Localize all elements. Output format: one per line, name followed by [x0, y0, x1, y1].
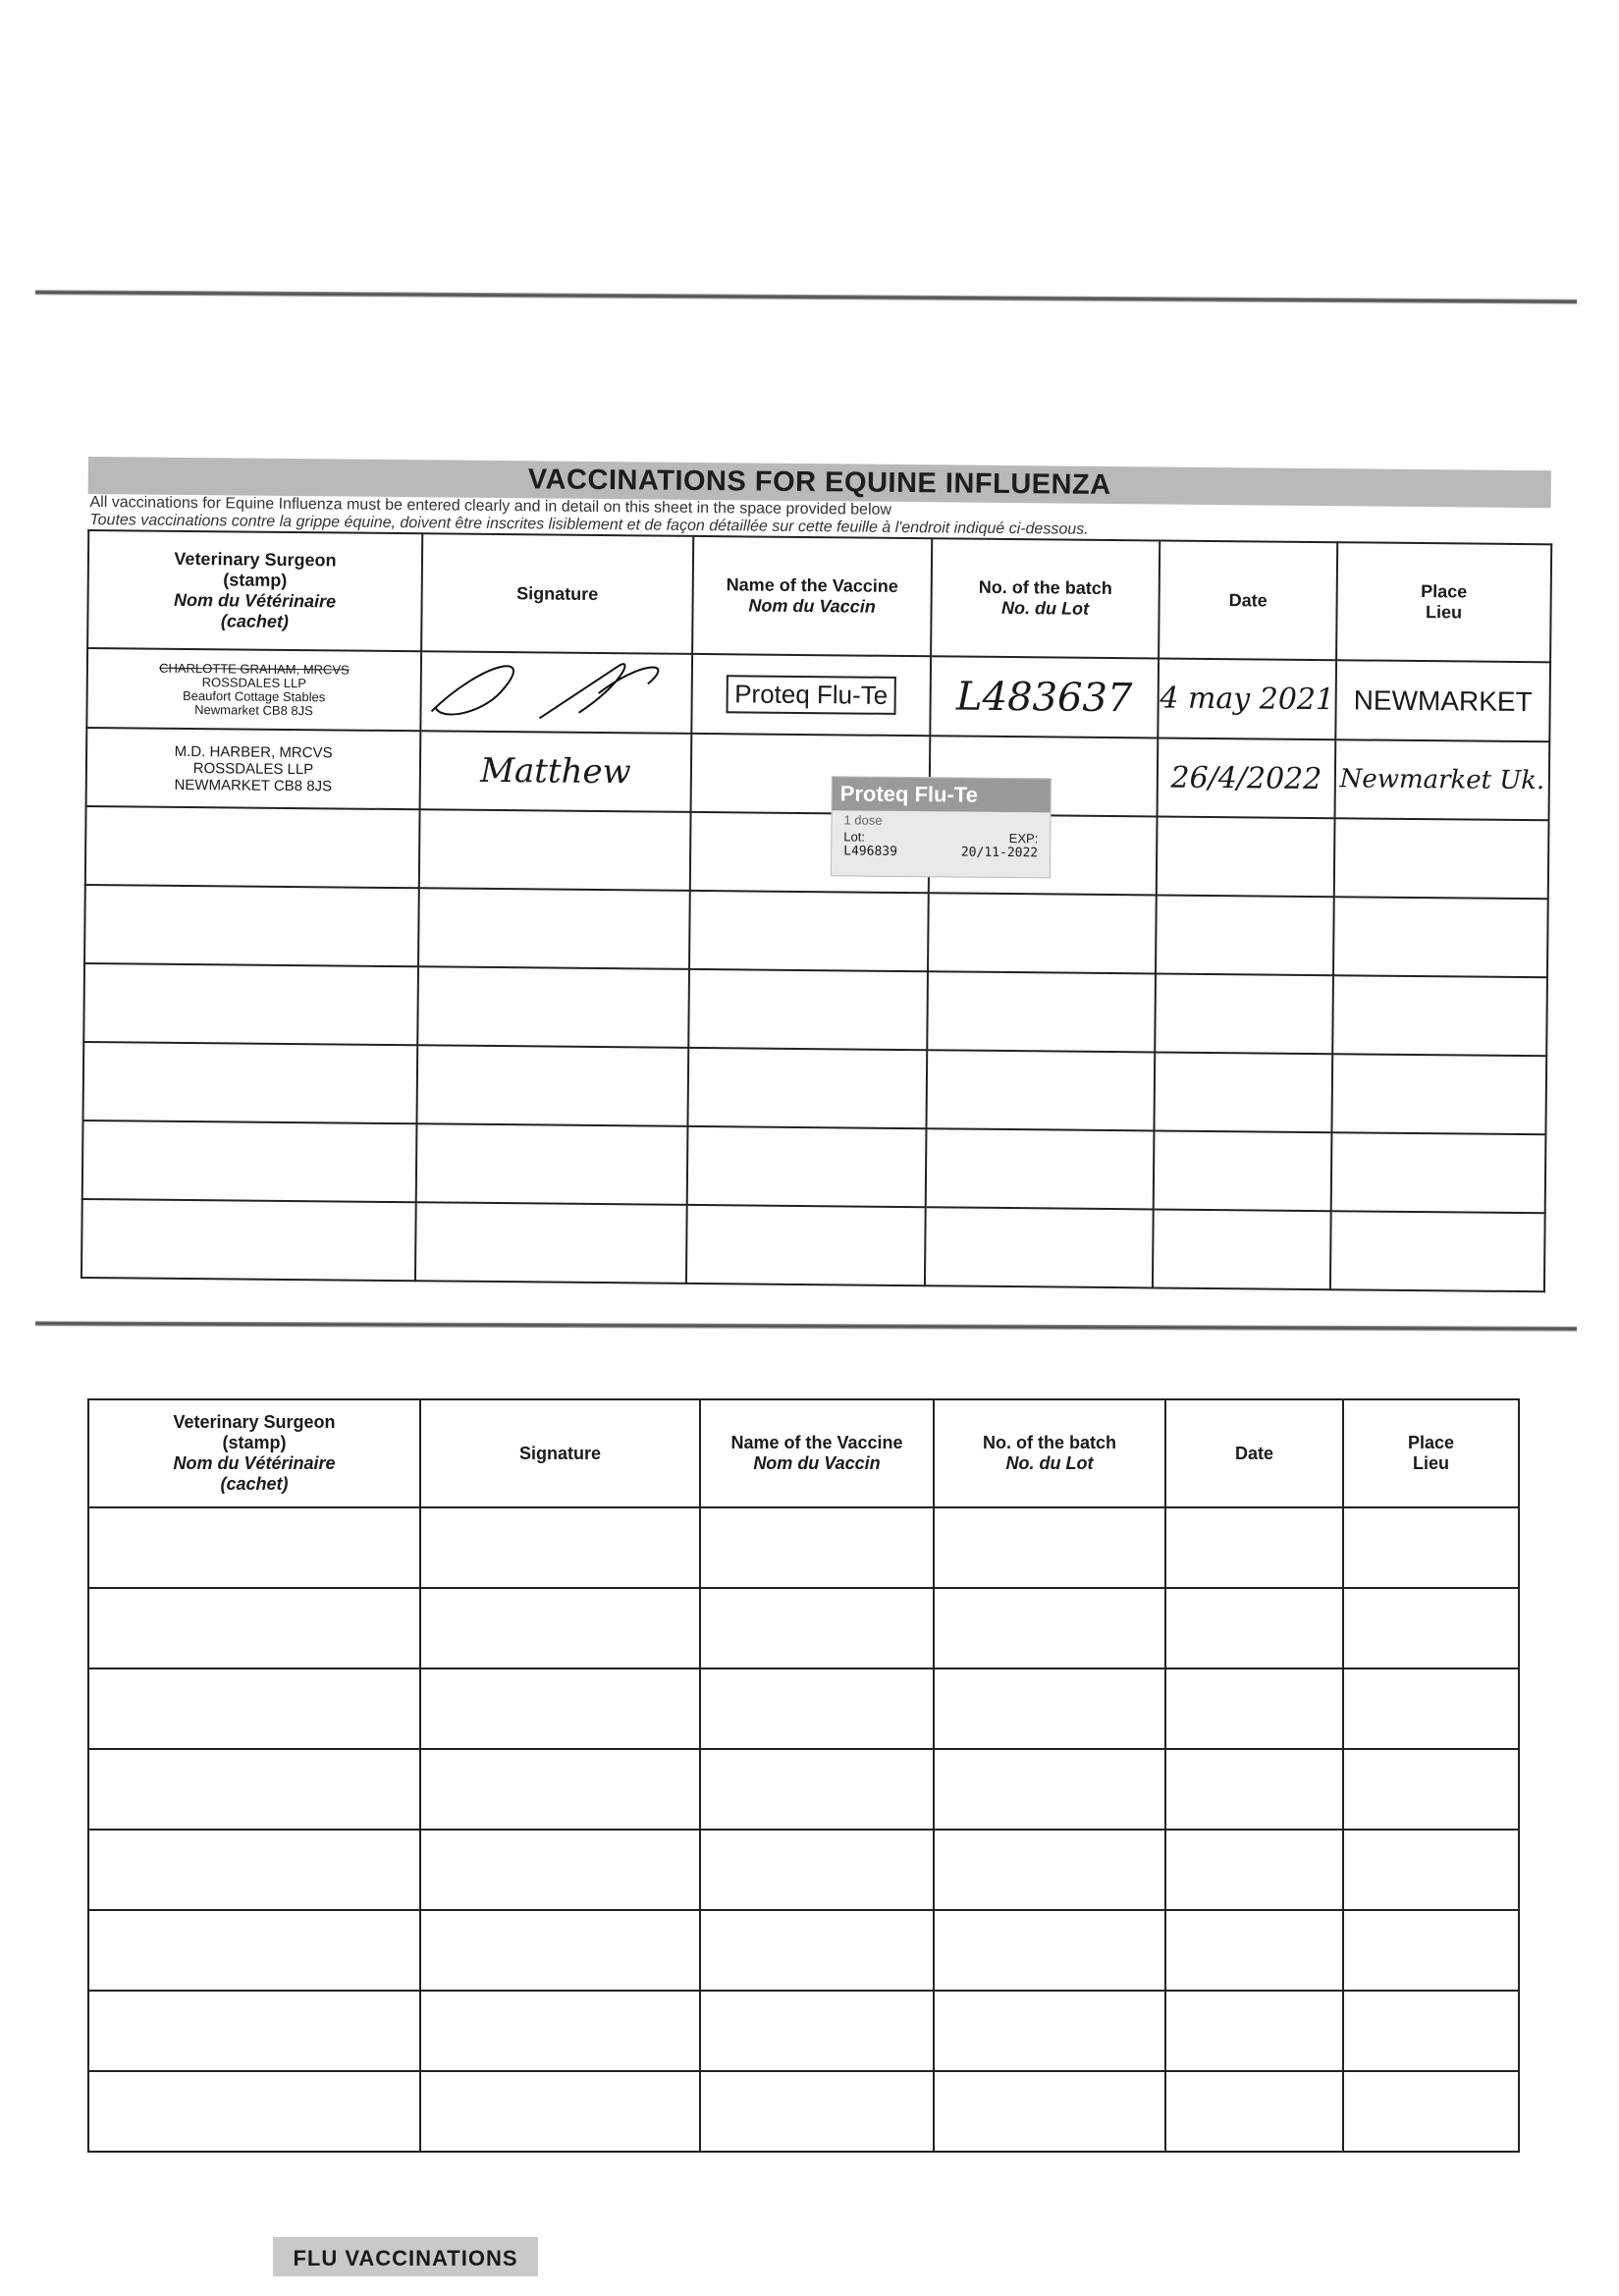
vaccine-batch-sticker: [831, 776, 1052, 878]
table-row: [86, 648, 1550, 741]
vet-stamp: M.D. HARBER, MRCVS ROSSDALES LLP NEWMARKET CB8 8JS: [174, 742, 333, 794]
header-vaccine: Name of the Vaccine Nom du Vaccin: [692, 536, 932, 656]
table-row: [86, 728, 1550, 820]
batch-number: L483637: [930, 656, 1159, 738]
vaccination-date: 26/4/2022: [1158, 738, 1336, 818]
scan-line-top: [35, 290, 1577, 304]
intro-english: All vaccinations for Equine Influenza must be entered clearly and in detail on this sheet in the space provided below: [89, 494, 892, 519]
page-title: VACCINATIONS FOR EQUINE INFLUENZA: [88, 457, 1551, 508]
sticker-dose: 1 dose: [843, 812, 883, 828]
header-vet: Veterinary Surgeon (stamp) Nom du Vétérinaire (cachet): [87, 530, 422, 651]
vet-stamp: CHARLOTTE GRAHAM, MRCVS ROSSDALES LLP Beaufort Cottage Stables Newmarket CB8 8JS: [159, 660, 350, 718]
table-row: [88, 1749, 1519, 1830]
sticker-exp-label: EXP:: [1008, 831, 1039, 847]
sticker-brand: Proteq Flu-Te: [833, 777, 1051, 812]
table-row: [83, 963, 1547, 1056]
header-place: Place Lieu: [1336, 542, 1551, 662]
signature-cell: [420, 651, 692, 734]
vaccination-table-upper: [81, 529, 1552, 1292]
header-date: Date: [1165, 1399, 1343, 1507]
header-row: [87, 530, 1551, 662]
sticker-lot-label: Lot:: [843, 829, 866, 845]
header-vet: Veterinary Surgeon (stamp) Nom du Vétérinaire (cachet): [88, 1399, 420, 1507]
table-row: [88, 1507, 1519, 1588]
footer-tab: FLU VACCINATIONS: [273, 2237, 538, 2276]
table-row: [81, 1199, 1545, 1291]
header-signature: Signature: [421, 533, 693, 654]
header-place: Place Lieu: [1343, 1399, 1519, 1507]
sticker-exp: 20/11-2022: [960, 845, 1039, 861]
signature: Matthew: [420, 731, 692, 812]
table-row: [82, 1121, 1546, 1213]
place: NEWMARKET: [1335, 660, 1550, 741]
table-row: [84, 885, 1548, 977]
table-row: [88, 1668, 1519, 1749]
place: Newmarket Uk.: [1335, 739, 1550, 820]
upper-vaccination-sheet: [81, 457, 1551, 1292]
table-row: [88, 1830, 1519, 1910]
header-signature: Signature: [420, 1399, 700, 1507]
header-vaccine: Name of the Vaccine Nom du Vaccin: [700, 1399, 934, 1507]
scan-line-middle: [35, 1321, 1577, 1331]
header-row: [88, 1399, 1519, 1507]
intro-french: Toutes vaccinations contre la grippe équine, doivent être inscrites lisiblement et de façon détaillée sur cette feuille à l'endroit indiqué ci-dessous.: [89, 512, 1089, 538]
table-row: [83, 1042, 1547, 1134]
table-row: [88, 1910, 1519, 1991]
vaccination-table-lower: [87, 1398, 1520, 2153]
header-date: Date: [1159, 540, 1337, 660]
sticker-lot: L496839: [843, 844, 898, 859]
signature-scribble: [421, 652, 687, 728]
vet-stamp-cell: [86, 648, 421, 731]
table-row: [88, 2071, 1519, 2152]
header-batch: No. of the batch No. du Lot: [931, 538, 1160, 658]
table-row: [88, 1588, 1519, 1668]
vaccine-name: Proteq Flu-Te: [727, 675, 895, 715]
vet-stamp-cell: [86, 728, 421, 809]
table-row: [88, 1991, 1519, 2071]
vaccine-cell: [691, 654, 931, 736]
table-row: [85, 806, 1549, 899]
vaccination-date: 4 may 2021: [1158, 658, 1336, 739]
header-batch: No. of the batch No. du Lot: [934, 1399, 1165, 1507]
